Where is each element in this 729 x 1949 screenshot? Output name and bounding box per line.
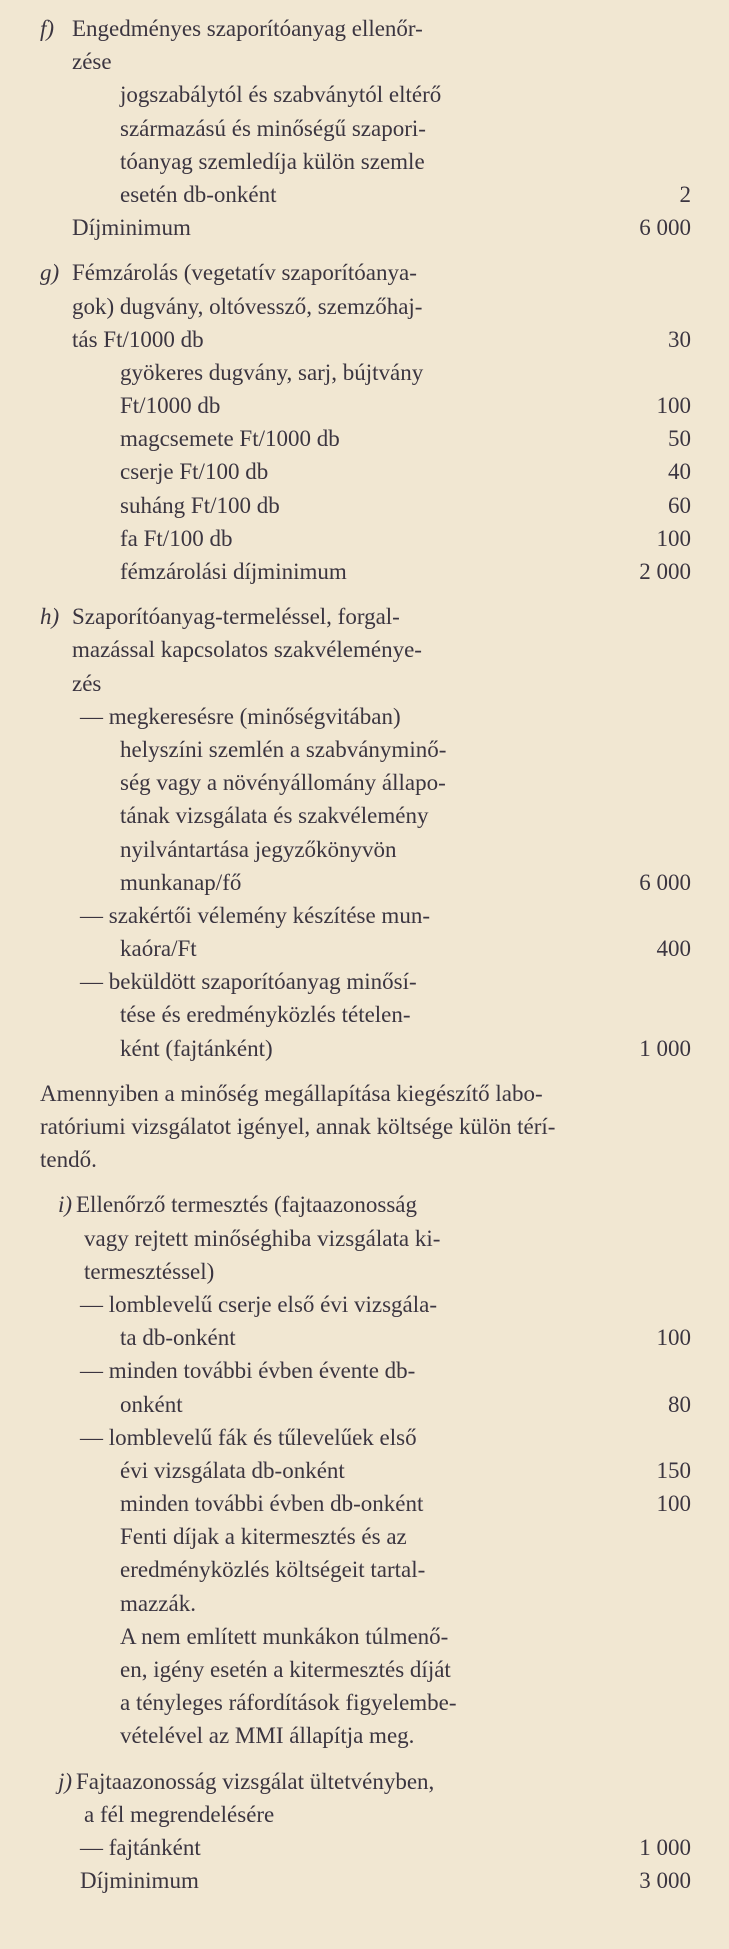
section-i	[0, 1188, 729, 1752]
row	[0, 1587, 729, 1620]
fee-value: 1 000	[639, 1035, 691, 1061]
row	[0, 633, 729, 666]
line-text: fa Ft/100 db	[120, 525, 233, 551]
row	[0, 1719, 729, 1752]
line-text: helyszíni szemlén a szabványminő-	[120, 736, 447, 762]
line-text: — szakértői vélemény készítése mun-	[80, 902, 430, 928]
note-text: Amennyiben a minőség megállapítása kiegészítő labo-	[40, 1080, 543, 1106]
section-heading: vagy rejtett minőséghiba vizsgálata ki-	[84, 1225, 441, 1251]
row	[0, 522, 729, 555]
section-label: j)	[58, 1768, 73, 1794]
row	[0, 1143, 729, 1176]
fee-value: 400	[656, 936, 691, 962]
row	[0, 422, 729, 455]
note-text: tendő.	[40, 1147, 97, 1173]
section-heading: Fémzárolás (vegetatív szaporítóanya-	[72, 260, 417, 286]
row	[0, 1454, 729, 1487]
line-text: eredményközlés költségeit tartal-	[120, 1557, 426, 1583]
line-text: gyökeres dugvány, sarj, bújtvány	[120, 359, 424, 385]
fee-value: 100	[656, 1325, 691, 1351]
row	[0, 932, 729, 965]
row	[0, 1520, 729, 1553]
row	[0, 323, 729, 356]
row	[0, 145, 729, 178]
fee-value: 30	[668, 326, 691, 352]
note-text: ratóriumi vizsgálatot igényel, annak költsége külön térí-	[40, 1114, 556, 1139]
fee-value: 50	[668, 426, 691, 452]
row	[0, 899, 729, 932]
row	[0, 1487, 729, 1520]
row	[0, 1388, 729, 1421]
line-text: en, igény esetén a kitermesztés díját	[120, 1657, 451, 1682]
row	[0, 112, 729, 145]
line-text: munkanap/fő	[120, 869, 242, 895]
section-heading: Ellenőrző termesztés (fajtaazonosság	[76, 1192, 418, 1218]
minimum-label: Díjminimum	[72, 215, 191, 241]
row	[0, 799, 729, 832]
fee-value: 6 000	[639, 215, 691, 241]
line-text: cserje Ft/100 db	[120, 459, 269, 485]
row	[0, 1553, 729, 1586]
row	[0, 1077, 729, 1110]
row	[0, 1255, 729, 1288]
row	[0, 766, 729, 799]
row	[0, 1354, 729, 1387]
row	[0, 998, 729, 1031]
fee-value: 2	[679, 181, 691, 207]
line-text: — beküldött szaporítóanyag minősí-	[80, 969, 417, 995]
section-heading: mazással kapcsolatos szakvéleménye-	[72, 637, 422, 663]
row	[0, 965, 729, 998]
row	[0, 1798, 729, 1831]
row	[0, 12, 729, 45]
line-text: minden további évben db-onként	[120, 1491, 424, 1517]
row	[0, 1222, 729, 1255]
line-text: onként	[120, 1391, 183, 1417]
section-label: g)	[40, 260, 60, 286]
row	[0, 733, 729, 766]
row	[0, 833, 729, 866]
line-text: Ft/1000 db	[120, 393, 221, 419]
row	[0, 1765, 729, 1798]
section-heading: Fajtaazonosság vizsgálat ültetvényben,	[76, 1768, 435, 1794]
section-heading: Szaporítóanyag-termeléssel, forgal-	[72, 604, 400, 630]
line-text: ség vagy a növényállomány állapo-	[120, 770, 446, 796]
fee-value: 100	[656, 1491, 691, 1517]
section-f	[0, 12, 729, 244]
section-label: h)	[40, 604, 60, 630]
fee-value: 100	[656, 393, 691, 419]
row	[0, 290, 729, 323]
section-j	[0, 1765, 729, 1898]
section-heading: Engedményes szaporítóanyag ellenőr-	[72, 16, 423, 41]
row	[0, 178, 729, 211]
line-text: Fenti díjak a kitermesztés és az	[120, 1524, 407, 1550]
section-heading: a fél megrendelésére	[84, 1801, 275, 1827]
row	[0, 389, 729, 422]
line-text: esetén db-onként	[120, 181, 277, 207]
line-text: a tényleges ráfordítások figyelembe-	[120, 1690, 457, 1716]
line-text: suháng Ft/100 db	[120, 492, 280, 518]
row	[0, 1686, 729, 1719]
line-text: tése és eredményközlés tételen-	[120, 1002, 411, 1028]
line-text: A nem említett munkákon túlmenő-	[120, 1623, 449, 1649]
section-heading: zése	[72, 49, 112, 75]
fee-value: 40	[668, 459, 691, 485]
line-text: nyilvántartása jegyzőkönyvön	[120, 836, 397, 862]
row	[0, 1620, 729, 1653]
line-text: évi vizsgálata db-onként	[120, 1457, 345, 1483]
section-h	[0, 600, 729, 1065]
line-text: fémzárolási díjminimum	[120, 559, 347, 584]
line-text: származású és minőségű szapori-	[120, 115, 426, 141]
row	[0, 1110, 729, 1143]
row	[0, 1032, 729, 1065]
row	[0, 78, 729, 111]
row	[0, 667, 729, 700]
section-heading: zés	[72, 670, 102, 696]
fee-value: 2 000	[639, 559, 691, 584]
row	[0, 211, 729, 244]
line-text: mazzák.	[120, 1590, 196, 1616]
line-text: tának vizsgálata és szakvélemény	[120, 803, 429, 829]
fee-value: 150	[656, 1457, 691, 1483]
row	[0, 1864, 729, 1897]
row	[0, 45, 729, 78]
line-text: kaóra/Ft	[120, 936, 197, 962]
line-text: — lomblevelű fák és tűlevelűek első	[80, 1424, 417, 1450]
line-text: magcsemete Ft/1000 db	[120, 426, 340, 452]
line-text: — lomblevelű cserje első évi vizsgála-	[80, 1291, 438, 1317]
section-heading: termesztéssel)	[84, 1258, 215, 1284]
section-label: i)	[58, 1192, 73, 1218]
row	[0, 555, 729, 588]
row	[0, 489, 729, 522]
document-page	[0, 12, 729, 1942]
section-label: f)	[40, 16, 55, 41]
row	[0, 700, 729, 733]
row	[0, 1188, 729, 1221]
line-text: tóanyag szemledíja külön szemle	[120, 148, 425, 174]
section-g	[0, 256, 729, 588]
fee-value: 1 000	[639, 1834, 691, 1860]
row	[0, 1421, 729, 1454]
row	[0, 600, 729, 633]
section-heading: tás Ft/1000 db	[72, 326, 204, 352]
fee-value: 3 000	[639, 1868, 691, 1894]
fee-value: 100	[656, 525, 691, 551]
line-text: vételével az MMI állapítja meg.	[120, 1723, 415, 1749]
fee-value: 80	[668, 1391, 691, 1417]
line-text: ként (fajtánként)	[120, 1035, 273, 1061]
row	[0, 256, 729, 289]
section-heading: gok) dugvány, oltóvessző, szemzőhaj-	[72, 293, 423, 319]
row	[0, 356, 729, 389]
row	[0, 1653, 729, 1686]
note-paragraph	[0, 1077, 729, 1177]
line-text: — minden további évben évente db-	[80, 1358, 416, 1384]
fee-value: 6 000	[639, 869, 691, 895]
line-text: ta db-onként	[120, 1325, 236, 1351]
line-text: jogszabálytól és szabványtól eltérő	[120, 82, 442, 108]
row	[0, 1831, 729, 1864]
row	[0, 1321, 729, 1354]
row	[0, 455, 729, 488]
row	[0, 866, 729, 899]
fee-value: 60	[668, 492, 691, 518]
row	[0, 1288, 729, 1321]
minimum-label: Díjminimum	[80, 1868, 199, 1894]
line-text: — megkeresésre (minőségvitában)	[80, 703, 401, 729]
line-text: — fajtánként	[80, 1834, 201, 1860]
